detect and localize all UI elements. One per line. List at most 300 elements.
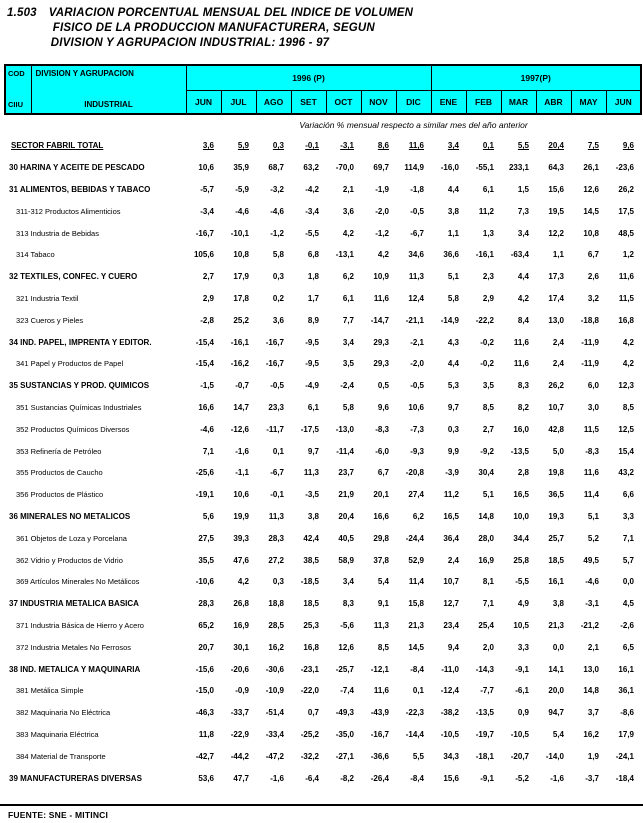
column-header-nov-5: NOV	[361, 91, 396, 115]
value-cell: -12,6	[230, 424, 249, 434]
value-cell: -1,1	[235, 468, 249, 478]
value-cell: -1,9	[375, 184, 389, 194]
page-title	[0, 0, 643, 51]
value-cell: 0,1	[412, 686, 424, 696]
column-header-division	[31, 65, 186, 114]
value-cell: 11,3	[408, 272, 424, 282]
value-cell: 2,1	[342, 184, 354, 194]
value-cell: 69,7	[373, 163, 389, 173]
value-cell: 4,9	[517, 599, 529, 609]
value-cell: 0,1	[482, 141, 494, 151]
value-cell: 10,6	[408, 402, 424, 412]
value-cell: -3,1	[585, 599, 599, 609]
value-cell: 47,7	[233, 773, 249, 783]
value-cell: -3,4	[200, 206, 214, 216]
value-cell: 11,3	[373, 620, 389, 630]
value-cell: 3,4	[342, 577, 354, 587]
value-cell: -16,0	[440, 163, 459, 173]
value-cell: 14,5	[408, 642, 424, 652]
value-cell: 105,6	[193, 250, 214, 260]
value-cell: -2,4	[340, 381, 354, 391]
value-cell: 8,3	[517, 381, 529, 391]
value-cell: 15,8	[408, 599, 424, 609]
value-cell: 7,1	[202, 446, 214, 456]
value-cell: 9,1	[377, 599, 389, 609]
table-row	[5, 397, 641, 419]
value-cell: -44,2	[230, 751, 249, 761]
value-cell: 1,3	[482, 228, 494, 238]
value-cell: 2,7	[482, 424, 494, 434]
table-row	[5, 702, 641, 724]
value-cell: 16,1	[618, 664, 634, 674]
value-cell: -13,5	[510, 446, 529, 456]
value-cell: 35,5	[198, 555, 214, 565]
value-cell: 16,6	[198, 402, 214, 412]
value-cell: -25,7	[335, 664, 354, 674]
value-cell: -20,6	[230, 664, 249, 674]
table-row	[5, 506, 641, 528]
column-header-jun-12: JUN	[606, 91, 641, 115]
value-cell: 42,8	[548, 424, 564, 434]
value-cell: 8,5	[482, 402, 494, 412]
value-cell: 8,5	[377, 642, 389, 652]
value-cell: -1,5	[200, 381, 214, 391]
value-cell: 14,5	[583, 206, 599, 216]
value-cell: 39,3	[233, 533, 249, 543]
table-row	[5, 745, 641, 767]
value-cell: -4,9	[305, 381, 319, 391]
value-cell: 5,1	[482, 490, 494, 500]
value-cell: 14,7	[233, 402, 249, 412]
row-label: 30 HARINA Y ACEITE DE PESCADO	[9, 163, 145, 173]
value-cell: -9,1	[515, 664, 529, 674]
value-cell: 15,6	[443, 773, 459, 783]
value-cell: 9,7	[447, 402, 459, 412]
value-cell: 94,7	[548, 708, 564, 718]
value-cell: 36,1	[618, 686, 634, 696]
value-cell: 11,6	[513, 337, 529, 347]
value-cell: 6,7	[377, 468, 389, 478]
value-cell: -15,6	[195, 664, 214, 674]
value-cell: 25,7	[548, 533, 564, 543]
table-header	[5, 65, 641, 114]
value-cell: -4,6	[585, 577, 599, 587]
value-cell: 17,8	[233, 293, 249, 303]
value-cell: 11,5	[618, 293, 634, 303]
row-label: 314 Tabaco	[16, 250, 55, 260]
value-cell: 20,1	[373, 490, 389, 500]
value-cell: 18,5	[303, 599, 319, 609]
value-cell: 5,4	[377, 577, 389, 587]
value-cell: 17,9	[233, 272, 249, 282]
row-label: 38 IND. METALICA Y MAQUINARIA	[9, 664, 141, 674]
column-header-ene-7: ENE	[431, 91, 466, 115]
value-cell: 6,7	[587, 250, 599, 260]
value-cell: -2,8	[200, 315, 214, 325]
value-cell: -6,7	[270, 468, 284, 478]
value-cell: 16,5	[513, 490, 529, 500]
value-cell: 3,6	[272, 315, 284, 325]
value-cell: 4,2	[342, 228, 354, 238]
value-cell: -0,2	[480, 359, 494, 369]
value-cell: 23,4	[443, 620, 459, 630]
value-cell: 1,1	[447, 228, 459, 238]
value-cell: -3,7	[585, 773, 599, 783]
value-cell: 7,1	[622, 533, 634, 543]
value-cell: 9,4	[447, 642, 459, 652]
value-cell: 11,6	[408, 141, 424, 151]
value-cell: 34,3	[443, 751, 459, 761]
industrial-label: INDUSTRIAL	[84, 100, 133, 109]
value-cell: -4,6	[235, 206, 249, 216]
value-cell: 40,5	[338, 533, 354, 543]
value-cell: 20,7	[198, 642, 214, 652]
value-cell: -0,9	[235, 686, 249, 696]
value-cell: -10,5	[510, 729, 529, 739]
value-cell: 3,0	[587, 402, 599, 412]
value-cell: -9,1	[480, 773, 494, 783]
value-cell: -11,7	[266, 424, 284, 434]
value-cell: 30,4	[478, 468, 494, 478]
value-cell: -5,5	[305, 228, 319, 238]
value-cell: 36,4	[443, 533, 459, 543]
value-cell: 21,9	[338, 490, 354, 500]
column-header-jun-0: JUN	[186, 91, 221, 115]
value-cell: -3,2	[270, 184, 284, 194]
value-cell: 19,9	[233, 511, 249, 521]
value-cell: -6,4	[305, 773, 319, 783]
year-group-1996: 1996 (P)	[186, 65, 431, 91]
value-cell: 30,1	[233, 642, 249, 652]
value-cell: 10,8	[233, 250, 249, 260]
value-cell: -19,1	[195, 490, 214, 500]
value-cell: -18,5	[300, 577, 319, 587]
row-label: 39 MANUFACTURERAS DIVERSAS	[9, 773, 142, 783]
cod-label: COD	[8, 69, 25, 78]
value-cell: -23,1	[300, 664, 319, 674]
value-cell: -11,4	[336, 446, 354, 456]
value-cell: 5,3	[447, 381, 459, 391]
value-cell: -8,4	[410, 773, 424, 783]
table-row	[5, 658, 641, 680]
value-cell: 18,8	[268, 599, 284, 609]
value-cell: -3,9	[445, 468, 459, 478]
value-cell: 4,2	[517, 293, 529, 303]
value-cell: -14,9	[440, 315, 459, 325]
value-cell: 10,6	[233, 490, 249, 500]
value-cell: 6,0	[587, 381, 599, 391]
value-cell: 5,7	[622, 555, 634, 565]
value-cell: 36,6	[443, 250, 459, 260]
value-cell: 9,6	[377, 402, 389, 412]
value-cell: -15,4	[195, 337, 214, 347]
value-cell: 3,5	[342, 359, 354, 369]
row-label: 355 Productos de Caucho	[16, 468, 103, 478]
value-cell: 16,8	[303, 642, 319, 652]
value-cell: -10,5	[440, 729, 459, 739]
value-cell: -16,7	[195, 228, 214, 238]
value-cell: -2,0	[375, 206, 389, 216]
ciiu-label: CIIU	[8, 100, 23, 109]
title-lines	[49, 6, 413, 51]
value-cell: 12,6	[338, 642, 354, 652]
table-row	[5, 571, 641, 593]
value-cell: 11,5	[583, 424, 599, 434]
value-cell: -3,1	[340, 141, 354, 151]
value-cell: -42,7	[195, 751, 214, 761]
value-cell: 29,3	[373, 359, 389, 369]
value-cell: 10,7	[443, 577, 459, 587]
value-cell: -33,4	[265, 729, 284, 739]
value-cell: -22,3	[405, 708, 424, 718]
value-cell: 5,8	[342, 402, 354, 412]
value-cell: 6,2	[412, 511, 424, 521]
value-cell: 233,1	[508, 163, 529, 173]
value-cell: -18,4	[615, 773, 634, 783]
value-cell: -12,4	[440, 686, 459, 696]
value-cell: -14,7	[370, 315, 389, 325]
value-cell: 29,3	[373, 337, 389, 347]
value-cell: 9,6	[622, 141, 634, 151]
value-cell: -38,2	[440, 708, 459, 718]
value-cell: 28,3	[198, 599, 214, 609]
value-cell: 3,6	[202, 141, 214, 151]
value-cell: 0,5	[377, 381, 389, 391]
value-cell: 0,3	[272, 272, 284, 282]
value-cell: -2,1	[410, 337, 424, 347]
value-cell: -8,4	[410, 664, 424, 674]
statistics-table	[4, 64, 642, 789]
value-cell: -49,3	[335, 708, 354, 718]
row-label: 321 Industria Textil	[16, 293, 79, 303]
value-cell: -1,2	[270, 228, 284, 238]
value-cell: -10,9	[265, 686, 284, 696]
value-cell: -14,4	[405, 729, 424, 739]
value-cell: 2,6	[587, 272, 599, 282]
value-cell: 4,5	[622, 599, 634, 609]
value-cell: -5,5	[515, 577, 529, 587]
value-cell: 8,5	[622, 402, 634, 412]
value-cell: -20,8	[405, 468, 424, 478]
value-cell: 17,5	[618, 206, 634, 216]
value-cell: -35,0	[335, 729, 354, 739]
table-row	[5, 418, 641, 440]
value-cell: 26,8	[233, 599, 249, 609]
value-cell: -16,7	[265, 337, 284, 347]
value-cell: -18,1	[475, 751, 494, 761]
value-cell: 0,2	[272, 293, 284, 303]
value-cell: 16,9	[233, 620, 249, 630]
row-label: 34 IND. PAPEL, IMPRENTA Y EDITOR.	[9, 337, 152, 347]
value-cell: -4,6	[270, 206, 284, 216]
source-note: FUENTE: SNE - MITINCI	[8, 810, 109, 820]
value-cell: 25,2	[233, 315, 249, 325]
value-cell: 5,8	[272, 250, 284, 260]
table-row	[5, 353, 641, 375]
value-cell: 3,5	[482, 381, 494, 391]
table-row	[5, 549, 641, 571]
row-label: 313 Industria de Bebidas	[16, 228, 99, 238]
title-line-2: FISICO DE LA PRODUCCION MANUFACTURERA, SEGUN	[52, 22, 375, 34]
value-cell: 1,7	[307, 293, 319, 303]
value-cell: 34,6	[408, 250, 424, 260]
value-cell: 8,2	[517, 402, 529, 412]
value-cell: -13,0	[335, 424, 354, 434]
row-label: 362 Vidrio y Productos de Vidrio	[16, 555, 123, 565]
value-cell: 17,9	[618, 729, 634, 739]
column-header-ago-2: AGO	[256, 91, 291, 115]
table-row	[5, 527, 641, 549]
value-cell: -10,1	[230, 228, 249, 238]
value-cell: -26,4	[370, 773, 389, 783]
value-cell: 6,8	[307, 250, 319, 260]
value-cell: -7,7	[480, 686, 494, 696]
value-cell: 14,8	[583, 686, 599, 696]
value-cell: 5,0	[552, 446, 564, 456]
value-cell: -15,4	[195, 359, 214, 369]
value-cell: 11,6	[513, 359, 529, 369]
value-cell: 2,0	[482, 642, 494, 652]
column-header-dic-6: DIC	[396, 91, 431, 115]
value-cell: -43,9	[370, 708, 389, 718]
value-cell: 12,5	[618, 424, 634, 434]
value-cell: -21,2	[580, 620, 599, 630]
value-cell: 0,3	[272, 141, 284, 151]
value-cell: -3,5	[305, 490, 319, 500]
value-cell: 8,9	[307, 315, 319, 325]
value-cell: -0,1	[305, 141, 319, 151]
value-cell: 1,2	[622, 250, 634, 260]
value-cell: 5,1	[447, 272, 459, 282]
value-cell: -20,7	[510, 751, 529, 761]
value-cell: 16,2	[268, 642, 284, 652]
value-cell: 25,3	[303, 620, 319, 630]
value-cell: 11,2	[478, 206, 494, 216]
value-cell: 12,3	[618, 381, 634, 391]
value-cell: 2,8	[517, 468, 529, 478]
value-cell: 27,4	[408, 490, 424, 500]
value-cell: -0,7	[235, 381, 249, 391]
value-cell: -4,6	[200, 424, 214, 434]
value-cell: 10,0	[513, 511, 529, 521]
value-cell: 11,6	[583, 468, 599, 478]
value-cell: 17,3	[548, 272, 564, 282]
value-cell: 12,6	[583, 184, 599, 194]
value-cell: 13,0	[548, 315, 564, 325]
value-cell: -11,0	[441, 664, 459, 674]
value-cell: -22,0	[300, 686, 319, 696]
title-line-1: VARIACION PORCENTUAL MENSUAL DEL INDICE DE VOLUMEN	[48, 7, 414, 19]
value-cell: 43,2	[618, 468, 634, 478]
value-cell: 65,2	[198, 620, 214, 630]
value-cell: 5,2	[587, 533, 599, 543]
value-cell: -16,7	[265, 359, 284, 369]
value-cell: 3,4	[447, 141, 459, 151]
row-label: 323 Cueros y Pieles	[16, 315, 84, 325]
value-cell: -16,1	[230, 337, 249, 347]
value-cell: 20,4	[338, 511, 354, 521]
value-cell: 114,9	[404, 163, 424, 173]
value-cell: 0,9	[517, 708, 529, 718]
value-cell: -22,2	[475, 315, 494, 325]
value-cell: 6,1	[482, 184, 494, 194]
value-cell: 16,0	[513, 424, 529, 434]
value-cell: 0,3	[447, 424, 459, 434]
value-cell: -4,2	[305, 184, 319, 194]
value-cell: 11,6	[373, 686, 389, 696]
value-cell: -0,1	[270, 490, 284, 500]
value-cell: 63,2	[303, 163, 319, 173]
row-label: 369 Artículos Minerales No Metálicos	[16, 577, 140, 587]
table-row	[5, 331, 641, 353]
value-cell: 7,1	[482, 599, 494, 609]
table-row	[5, 636, 641, 658]
value-cell: 64,3	[548, 163, 564, 173]
value-cell: 10,5	[513, 620, 529, 630]
value-cell: 19,5	[548, 206, 564, 216]
value-cell: 8,6	[377, 141, 389, 151]
column-header-jul-1: JUL	[221, 91, 256, 115]
value-cell: 5,8	[447, 293, 459, 303]
value-cell: 4,4	[517, 272, 529, 282]
value-cell: 2,3	[482, 272, 494, 282]
value-cell: -7,4	[340, 686, 354, 696]
value-cell: 21,3	[408, 620, 424, 630]
value-cell: 11,4	[583, 490, 599, 500]
value-cell: 3,3	[622, 511, 634, 521]
row-label: 341 Papel y Productos de Papel	[16, 359, 124, 369]
value-cell: 13,0	[583, 664, 599, 674]
row-label: 351 Sustancias Químicas Industriales	[16, 402, 142, 412]
value-cell: 14,8	[478, 511, 494, 521]
value-cell: 3,2	[587, 293, 599, 303]
value-cell: 4,4	[447, 184, 459, 194]
value-cell: 26,2	[548, 381, 564, 391]
value-cell: -2,0	[410, 359, 424, 369]
value-cell: -8,6	[620, 708, 634, 718]
value-cell: -8,3	[375, 424, 389, 434]
value-cell: 8,4	[517, 315, 529, 325]
value-cell: 28,3	[268, 533, 284, 543]
table-body	[5, 114, 641, 789]
value-cell: 14,1	[548, 664, 564, 674]
value-cell: 11,3	[303, 468, 319, 478]
value-cell: -32,2	[300, 751, 319, 761]
value-cell: 3,8	[307, 511, 319, 521]
value-cell: 20,4	[548, 141, 564, 151]
value-cell: -19,7	[475, 729, 494, 739]
value-cell: -1,6	[235, 446, 249, 456]
value-cell: -13,1	[335, 250, 354, 260]
table-row	[5, 309, 641, 331]
value-cell: -5,7	[200, 184, 214, 194]
value-cell: 6,2	[342, 272, 354, 282]
value-cell: 3,6	[342, 206, 354, 216]
value-cell: 26,1	[583, 163, 599, 173]
table-row	[5, 375, 641, 397]
value-cell: 27,2	[268, 555, 284, 565]
value-cell: 6,1	[307, 402, 319, 412]
value-cell: -9,3	[410, 446, 424, 456]
value-cell: -7,3	[410, 424, 424, 434]
value-cell: 2,9	[202, 293, 214, 303]
value-cell: 11,6	[618, 272, 634, 282]
value-cell: -9,2	[480, 446, 494, 456]
value-cell: 7,3	[517, 206, 529, 216]
value-cell: -13,5	[475, 708, 494, 718]
value-cell: -46,3	[195, 708, 214, 718]
table-row	[5, 179, 641, 201]
